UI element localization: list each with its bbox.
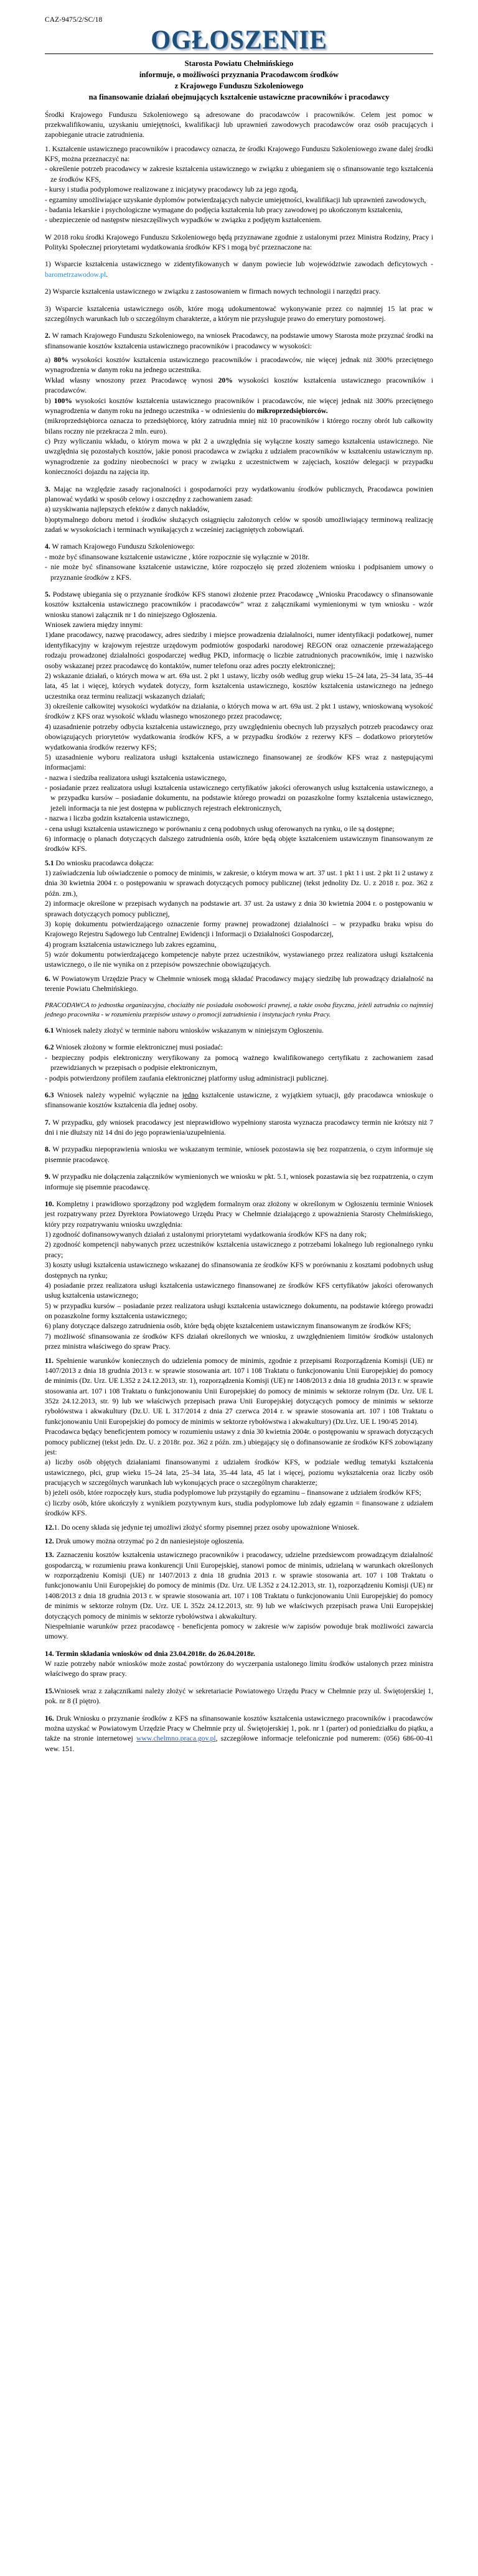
section-5-sub-item-1: - nazwa i siedziba realizatora usługi kształcenia ustawicznego, <box>45 773 227 782</box>
section-6-3-prefix: Wniosek należy wypełnić wyłącznie na <box>54 1090 182 1099</box>
section-4-item-1: - może być sfinansowane kształcenie ustawiczne , które rozpocznie się wyłącznie w 2018r. <box>45 552 310 561</box>
item-b-percent: 100% <box>54 396 72 405</box>
section-11-item-2: a) liczby osób objętych działaniami finansowanymi z udziałem środków KFS, w podziale według tematyki kształcenia ustawicznego, płci, grup wieku 15–24 lata, 25–34 lata, 35–44 lata, 45 lat i więcej, poziomu wykształcenia oraz liczby osób pracujących w szczególnych warunkach lub wykonujących prace o szczególnym charakterze; <box>45 1458 433 1487</box>
item-b-text: wysokości kosztów kształcenia ustawicznego pracowników i pracodawców, nie więcej jednak niż 300% przeciętnego wynagrodzenia w danym roku na jednego uczestnika - w odniesieniu do <box>45 396 433 415</box>
section-6-text: W Powiatowym Urzędzie Pracy w Chełmnie wniosek mogą składać Pracodawcy mający siedzibę lub prowadzący działalność na terenie Powiatu Chełmińskiego. <box>45 974 433 993</box>
section-10-item-4: 4) posiadanie przez realizatora usługi kształcenia ustawicznego finansowanej ze środków KFS certyfikatów jakości oferowanych usług kształcenia ustawicznego; <box>45 1281 433 1300</box>
section-14-heading <box>45 1649 433 1659</box>
section-6-3 <box>45 1090 433 1111</box>
section-5-number: 5. <box>45 590 50 598</box>
section-11-number: 11. <box>45 1356 54 1365</box>
subtitle-line-2: informuje, o możliwości przyznania Pracodawcom środków <box>139 70 339 79</box>
section-6-2-item-2: - podpis potwierdzony profilem zaufania elektronicznej platformy usług administracji publicznej. <box>45 1074 329 1082</box>
section-12-2-heading <box>45 1537 433 1546</box>
subtitle-block <box>45 58 433 103</box>
section-6-2-number: 6.2 <box>45 1043 54 1052</box>
section-6-2 <box>45 1043 433 1053</box>
item-a-percent: 80% <box>54 356 68 365</box>
section-8-heading <box>45 1145 433 1165</box>
section-5-text: Podstawę ubiegania się o przyznanie środków KFS stanowi złożenie przez Pracodawcę „Wniosku Pracodawcy o sfinansowanie kosztów kształcenia ustawicznego pracowników i pracodawców” wraz z załącznikami wymienionymi w tym wniosku - wzór wniosku stanowi załącznik nr 1 do niniejszego Ogłoszenia. <box>45 590 433 619</box>
section-7-number: 7. <box>45 1118 50 1127</box>
section-10-item-5: 5) w przypadku kursów – posiadanie przez realizatora usługi kształcenia ustawicznego dokumentu, na podstawie którego prowadzi on pozaszkolne formy kształcenia ustawicznego; <box>45 1301 433 1321</box>
section-4-heading <box>45 542 433 552</box>
section-6-1-number: 6.1 <box>45 1026 54 1035</box>
section-16-suffix: , szczegółowe informacje telefonicznie pod numerem: (056) 686-00-41 wew. 151. <box>45 1734 433 1753</box>
section-11-item-4: c) liczby osób, które ukończyły z wynikiem pozytywnym kurs, studia podyplomowe lub zdały egzamin = finansowane z udziałem środków KFS. <box>45 1499 433 1518</box>
section-5-1-item-1: 1) zaświadczenia lub oświadczenie o pomocy de minimis, w zakresie, o którym mowa w art. 37 ust. 1 pkt 1 i ust. 2 pkt 1i 2 ustawy z dnia 30 kwietnia 2004 r. o postępowaniu w sprawach dotyczących pomocy publicznej (tekst jednolity Dz. U. z 2018 r. poz. 362 z późn. zm.), <box>45 869 433 898</box>
priority-item-3: 3) Wsparcie kształcenia ustawicznego osób, które mogą udokumentować wykonywanie przez co najmniej 15 lat prac w szczególnych warunkach lub o szczególnym charakterze, a którym nie przysługuje prawo do emerytury pomostowej. <box>45 304 433 323</box>
section-6-3-suffix: kształcenie ustawiczne, z wyjątkiem sytuacji, gdy pracodawca wnioskuje o sfinansowanie kosztów kształcenia dla jednej osoby. <box>45 1090 434 1110</box>
section-2-text: W ramach Krajowego Funduszu Szkoleniowego, na wniosek Pracodawcy, na podstawie umowy Starosta może przyznać środki na sfinansowanie kosztów kształcenia ustawicznego pracowników i pracodawcy w wysokości: <box>45 332 433 350</box>
section-1-item-1: - określenie potrzeb pracodawcy w zakresie kształcenia ustawicznego w związku z ubieganiem się o sfinansowanie tego kształcenia ze środków KFS, <box>45 165 433 184</box>
section-2-number: 2. <box>45 332 50 340</box>
section-16-heading <box>45 1714 433 1755</box>
section-1-item-2: - kursy i studia podyplomowe realizowane z inicjatywy pracodawcy lub za jego zgodą, <box>45 185 298 194</box>
priority-item-2: 2) Wsparcie kształcenia ustawicznego w związku z zastosowaniem w firmach nowych technologii i narzędzi pracy. <box>45 287 381 296</box>
section-5-1-item-5: 5) wzór dokumentu potwierdzającego kompetencje nabyte przez uczestników, wystawianego przez realizatora usługi kształcenia ustawicznego, o ile nie wynika on z przepisów powszechnie obowiązujących. <box>45 951 433 969</box>
section-11-item-3: b) jeżeli osób, które rozpoczęły kurs, studia podyplomowe lub przystąpiły do egzaminu – finansowane z udziałem środków KFS; <box>45 1489 421 1497</box>
section-12-2-number: 12. <box>45 1537 54 1545</box>
section-1-heading: 1. Kształcenie ustawicznego pracowników i pracodawcy oznacza, że środki Krajowego Funduszu Szkoleniowego zwane dalej środki KFS, można przeznaczyć na: <box>45 144 433 164</box>
section-7-heading <box>45 1118 433 1138</box>
section-2-item-c: c) Przy wyliczaniu wkładu, o którym mowa w pkt 2 a uwzględnia się wyłączne koszty samego kształcenia ustawicznego. Nie uwzględnia się pozostałych kosztów, jakie ponosi pracodawca w związku z udziałem pracowników w kształceniu ustawicznym np. wynagrodzenie za godziny nieobecności w pracy w związku z uczestnictwem w zajęciach, kosztów delegacji w przypadku konieczności dojazdu na zajęcia itp. <box>45 437 433 477</box>
section-5-item-6: 6) informację o planach dotyczących dalszego zatrudnienia osób, które będą objęte kształceniem ustawicznym finansowanym ze środków KFS. <box>45 834 433 853</box>
section-6-2-text: Wniosek złożony w formie elektronicznej musi posiadać: <box>54 1043 223 1052</box>
section-10-text: Kompletny i prawidłowo sporządzony pod względem formalnym oraz złożony w określonym w Ogłoszeniu terminie Wniosek jest rozpatrywany przez Dyrektora Powiatowego Urzędu Pracy w Chełmnie działającego z upoważnienia Starosty Chełmińskiego, który przy rozpatrywaniu wniosku uwzględnia: <box>45 1199 433 1229</box>
priority-item-1 <box>45 259 433 280</box>
subtitle-line-1: Starosta Powiatu Chełmińskiego <box>184 59 294 68</box>
section-15-heading <box>45 1686 433 1707</box>
subtitle-line-4: na finansowanie działań obejmujących kształcenie ustawiczne pracowników i pracodawcy <box>88 92 390 101</box>
section-5-1-item-2: 2) informacje określone w przepisach wydanych na podstawie art. 37 ust. 2a ustawy z dnia 30 kwietnia 2004 r. o postępowaniu w sprawach dotyczących pomocy publicznej, <box>45 900 433 918</box>
section-10-item-1: 1) zgodność dofinansowywanych działań z ustalonymi priorytetami wydatkowania środków KFS na dany rok; <box>45 1230 367 1239</box>
section-12-2-text: Druk umowy można otrzymać po 2 dn naniesiejstoje ogłoszenia. <box>54 1537 245 1545</box>
section-13-note: Niespełnianie warunków przez pracodawcę - beneficjenta pomocy w zakresie w/w zapisów powoduje brak możliwości zawarcia umowy. <box>45 1622 433 1641</box>
section-6-3-number: 6.3 <box>45 1090 54 1099</box>
section-6-2-item-1: - bezpieczny podpis elektroniczny weryfikowany za pomocą ważnego kwalifikowanego certyfikatu z zachowaniem zasad przewidzianych w przepisach o podpisie elektronicznym, <box>45 1053 433 1072</box>
section-5-heading <box>45 590 433 620</box>
section-12-1-heading <box>45 1523 433 1533</box>
section-5-sub-item-3: - nazwa i liczba godzin kształcenia ustawicznego, <box>45 814 190 823</box>
section-3-heading <box>45 485 433 505</box>
section-6-employer-definition: PRACODAWCA to jednostka organizacyjna, chociażby nie posiadała osobowości prawnej, a także osoba fizyczna, jeżeli zatrudnia co najmniej jednego pracownika - w rozumieniu przepisów ustawy o promocji zatrudnienia i instytucjach rynku Pracy. <box>45 1002 433 1018</box>
section-14-body: W razie potrzeby nabór wniosków może zostać powtórzony do wyczerpania ustalonego limitu środków ustalonych przez ministra właściwego do spraw pracy. <box>45 1660 433 1678</box>
section-13-number: 13. <box>45 1551 54 1560</box>
application-deadline: 14. Termin składania wniosków od dnia 23.04.2018r. do 26.04.2018r. <box>45 1649 255 1658</box>
section-5-1-heading <box>45 858 433 868</box>
own-contribution-percent: 20% <box>218 376 233 384</box>
section-11-text: Spełnienie warunków koniecznych do udzielenia pomocy de minimis, zgodnie z przepisami Rozporządzenia Komisji (UE) nr 1407/2013 z dnia 18 grudnia 2013 r. w sprawie stosowania art. 107 i 108 Traktatu o funkcjonowaniu Unii Europejskiej do pomocy de minimis (Dz. Urz. UE L352 z 24.12.2013, str. 1), rozporządzenia Komisji (UE) nr 1408/2013 z dnia 18 grudnia 2013 r. w sprawie stosowania art. 107 i 108 Traktatu o funkcjonowaniu Unii Europejskiej do pomocy de minimis w sektorze rolnym (Dz. Urz. UE L 352z 24.12.2013, str. 9) lub we właściwych przepisach prawa Unii Europejskiej dotyczących pomocy de minimis w sektorze rybołówstwa i akwakultury (Dz.U. UE L 317/2014 z dnia 27 czerwca 2014 r. w sprawie stosowania art. 107 i 108 Traktatu o funkcjonowaniu Unii Europejskiej do pomocy de minimis w sektorze rybołówstwa i akwakultury) (Dz.Urz. UE L 190/45 2014). <box>45 1356 433 1426</box>
section-5-item-3: 3) określenie całkowitej wysokości wydatków na działania, o których mowa w art. 69a ust. 2 pkt 1 ustawy, wnioskowaną wysokość środków z KFS oraz wysokość wkładu własnego wnoszonego przez pracodawcę; <box>45 702 433 721</box>
section-2-item-a-extra <box>45 376 433 396</box>
page-title: OGŁOSZENIE <box>151 24 327 55</box>
section-5-sub-item-2: - posiadanie przez realizatora usługi kształcenia ustawicznego certyfikatów jakości oferowanych usług kształcenia ustawicznego, a w przypadku kursów – posiadanie dokumentu, na podstawie którego prowadzi on pozaszkolne formy kształcenia ustawicznego, jeżeli informacja ta nie jest dostępna w publicznych rejestrach elektronicznych, <box>45 784 433 812</box>
section-2-item-a <box>45 355 433 376</box>
section-5-1-number: 5.1 <box>45 858 54 867</box>
priority-1-text: 1) Wsparcie kształcenia ustawicznego w zidentyfikowanych w danym powiecie lub województwie zawodach deficytowych - <box>45 260 433 269</box>
section-8-number: 8. <box>45 1145 50 1154</box>
section-10-item-3: 3) koszty usługi kształcenia ustawicznego wskazanej do sfinansowania ze środków KFS w porównaniu z kosztami podobnych usług dostępnych na rynku; <box>45 1261 433 1280</box>
section-5-1-text: Do wniosku pracodawca dołącza: <box>54 858 154 867</box>
section-12-1-number: 12. <box>45 1523 54 1532</box>
section-5-item-5: 5) uzasadnienie wyboru realizatora usługi kształcenia ustawicznego finansowanej ze środków KFS wraz z następującymi informacjami: <box>45 753 433 772</box>
section-2-heading <box>45 331 433 351</box>
section-5-contains-label: Wniosek zawiera między innymi: <box>45 621 143 630</box>
section-13-text: Zaznaczeniu kosztów kształcenia ustawicznego pracowników i pracodawcy, udzielne przedsiewcom prowadzącym działalność gospodarczą, w rozumieniu prawa konkurencji Unii Europejskiej, stanowi pomoc de minimis, udzielaną w warunkach określonych w rozporządzeniu Komisji (UE) nr 1407/2013 z dnia 18 grudnia 2013 r. w sprawie stosowania art. 107 i 108 Traktatu o funkcjonowaniu Unii Europejskiej do pomocy de minimis (Dz. Urz. UE L352 z 24.12.2013, str. 1), rozporządzeniu Komisji (UE) nr 1408/2013 z dnia 18 grudnia 2013 r. w sprawie stosowania art. 107 i 108 Traktatu o funkcjonowaniu Unii Europejskiej do pomocy de minimis w sektorze rolnym (Dz. Urz. UE L 352z 24.12.2013, str. 9) lub we właściwych przepisach prawa Unii Europejskiej dotyczących pomocy de minimis w sektorze rybołówstwa i akwakultury. <box>45 1551 433 1620</box>
section-12-1-text: 1. Do oceny składa się jedynie tej umożliwi złożyć sformy pisemnej przez osoby upoważnione Wniosek. <box>54 1523 360 1532</box>
section-1-item-3: - egzaminy umożliwiające uzyskanie dyplomów potwierdzających nabycie umiejętności, kwalifikacji lub uprawnień zawodowych, <box>45 195 426 204</box>
section-6-number: 6. <box>45 974 50 983</box>
section-5-1-item-4: 4) program kształcenia ustawicznego lub zakres egzaminu, <box>45 940 217 949</box>
title-block <box>45 25 433 53</box>
section-1-item-5: - ubezpieczenie od następstw nieszczęśliwych wypadków w związku z podjętym kształceniem. <box>45 216 322 225</box>
section-10-item-2: 2) zgodność kompetencji nabywanych przez uczestników kształcenia ustawicznego z potrzebami lokalnego lub regionalnego rynku pracy; <box>45 1240 433 1259</box>
section-2-microenterprise-note: (mikroprzedsiębiorca oznacza to przedsiębiorcę, który zatrudnia mniej niż 10 pracowników i którego roczny obrót lub całkowity bilans roczny nie przekracza 2 mln. euro). <box>45 417 433 435</box>
section-15-number: 15. <box>45 1686 54 1695</box>
own-contribution-text: wysokości kosztów kształcenia ustawicznego pracowników i pracodawców. <box>45 376 433 395</box>
section-5-sub-item-4: - cena usługi kształcenia ustawicznego w porównaniu z ceną podobnych usług oferowanych na rynku, o ile są dostępne; <box>45 824 395 833</box>
document-reference-number: CAZ-9475/2/SC/18 <box>45 16 103 24</box>
section-16-number: 16. <box>45 1714 54 1723</box>
priorities-intro: W 2018 roku środki Krajowego Funduszu Szkoleniowego będą przyznawane zgodnie z ustalonymi przez Ministra Rodziny, Pracy i Polityki Społecznej priorytetami wydatkowania środków KFS i mogą być przeznaczone na: <box>45 233 433 252</box>
section-16-prefix: Druk Wniosku o przyznanie środków z KFS na sfinansowanie kosztów kształcenia ustawicznego pracowników i pracodawców można uzyskać w Powiatowym Urzędzie Pracy w Chełmnie przy ul. Świętojerskiej 1, pok. nr 1 (parter) od poniedziałku do piątku, a także na stronie internetowej <box>45 1714 433 1743</box>
section-11-heading <box>45 1356 433 1428</box>
section-8-text: W przypadku niepoprawienia wniosku we wskazanym terminie, wniosek pozostawia się bez rozpatrzenia, o czym informuje się pisemnie pracodawcę. <box>45 1145 433 1164</box>
section-4-number: 4. <box>45 542 50 551</box>
chelmno-praca-gov-pl-link[interactable]: www.chelmno.praca.gov.pl <box>136 1734 216 1743</box>
section-3-text: Mając na względzie zasady racjonalności i gospodarności przy wydatkowaniu środków publicznych, Pracodawca powinien planować wydatki w sposób celowy i oszczędny z zachowaniem zasad: <box>45 485 433 503</box>
section-10-item-6: 6) plany dotyczące dalszego zatrudnienia osób, które będą objęte kształceniem ustawicznym finansowanym ze środków KFS; <box>45 1322 411 1331</box>
own-contribution-prefix: Wkład własny wnoszony przez Pracodawcę wynosi <box>45 376 218 384</box>
section-15-text: Wniosek wraz z załącznikami należy złożyć w sekretariacie Powiatowego Urzędu Pracy w Chełmnie przy ul. Świętojerskiej 1, pok. nr 8 (I piętro). <box>45 1686 433 1706</box>
item-b-microenterprise: mikroprzedsiębiorców. <box>256 406 328 415</box>
section-5-item-2: 2) wskazanie działań, o których mowa w art. 69a ust. 2 pkt 1 ustawy, liczby osób według grup wieku 15–24 lata, 25–34 lata, 35–44 lata, 45 lat i więcej, których wydatek dotyczy, form kształcenia ustawicznego, kosztów kształcenia ustawicznego na jednego uczestnika oraz terminu realizacji wskazanych działań; <box>45 671 433 700</box>
section-10-heading <box>45 1199 433 1230</box>
item-b-prefix: b) <box>45 396 54 405</box>
section-3-item-a: a) uzyskiwania najlepszych efektów z danych nakładów, <box>45 505 210 514</box>
section-4-text: W ramach Krajowego Funduszu Szkoleniowego: <box>50 542 195 551</box>
section-11-item-1: Pracodawca będący beneficjentem pomocy w rozumieniu ustawy z dnia 30 kwietnia 2004r. o postępowaniu w sprawach dotyczących pomocy publicznej (tekst jedn. Dz. U. z 2018r. poz. 362 z późn. zm.) ubiegający się o dofinansowanie ze środków KFS zobowiązany jest: <box>45 1428 433 1456</box>
section-5-1-item-3: 3) kopię dokumentu potwierdzającego oznaczenie formy prawnej prowadzonej działalności – w przypadku braku wpisu do Krajowego Rejestru Sądowego lub Centralnej Ewidencji i Informacji o Działalności Gospodarczej, <box>45 919 433 939</box>
section-6-1-text: Wniosek należy złożyć w terminie naboru wniosków wskazanym w niniejszym Ogłoszeniu. <box>54 1026 324 1035</box>
section-6-1 <box>45 1026 433 1036</box>
section-10-item-7: 7) możliwość sfinansowania ze środków KFS działań określonych we wniosku, z uwzględnieniem limitów środków ustalonych przez ministra właściwego do spraw Pracy. <box>45 1332 433 1351</box>
item-a-text: wysokości kosztów kształcenia ustawicznego pracowników i pracodawców, nie więcej jednak niż 300% przeciętnego wynagrodzenia w danym roku na jednego uczestnika. <box>45 356 433 374</box>
section-9-heading <box>45 1172 433 1193</box>
section-9-number: 9. <box>45 1173 50 1181</box>
section-10-number: 10. <box>45 1199 54 1208</box>
section-5-item-1: 1)dane pracodawcy, nazwę pracodawcy, adres siedziby i miejsce prowadzenia działalności, numer identyfikacji podatkowej, numer identyfikacyjny w krajowym rejestrze urzędowym podmiotów gospodarki narodowej REGON oraz oznaczenie przeważającego rodzaju prowadzonej działalności gospodarczej według PKD, informację o liczbie zatrudnionych pracowników, imię i nazwisko osoby wskazanej przez pracodawcę do kontaktów, numer telefonu oraz adres poczty elektronicznej; <box>45 631 433 670</box>
section-6-3-underline: jedno <box>182 1090 199 1099</box>
item-a-prefix: a) <box>45 356 54 365</box>
section-5-item-4: 4) uzasadnienie potrzeby odbycia kształcenia ustawicznego, przy uwzględnieniu obecnych lub przyszłych potrzeb pracodawcy oraz obowiązujących priorytetów wydatkowania środków KFS, a w przypadku środków z rezerwy KFS – dodatkowo priorytetów wydatkowania środków rezerwy KFS; <box>45 722 433 751</box>
section-3-number: 3. <box>45 485 50 493</box>
intro-paragraph: Środki Krajowego Funduszu Szkoleniowego są adresowane do pracodawców i pracowników. Celem jest pomoc w przekwalifikowaniu, uzyskaniu umiejętności, kwalifikacji lub uprawnień zawodowych pracodawców oraz osób pracujących i zapobieganie utracie zatrudnienia. <box>45 110 433 139</box>
barometrzawodow-link[interactable]: barometrzawodow.pl <box>45 270 106 279</box>
section-1-item-4: - badania lekarskie i psychologiczne wymagane do podjęcia kształcenia lub pracy zawodowej po ukończonym kształceniu, <box>45 205 403 214</box>
section-6-heading <box>45 974 433 995</box>
subtitle-line-3: z Krajowego Funduszu Szkoleniowego <box>174 81 304 90</box>
section-4-item-2: - nie może być sfinansowane kształcenie ustawiczne, które rozpoczęło się przed złożeniem wniosku i podpisaniem umowy o przyznanie środków z KFS. <box>45 563 433 582</box>
section-9-text: W przypadku nie dołączenia załączników wymienionych we wniosku w pkt. 5.1, wniosek pozastawia się bez rozpatrzenia, o czym informuje się pisemnie pracodawcę. <box>45 1173 433 1191</box>
section-3-item-b: b)optymalnego doboru metod i środków służących osiągnięciu założonych celów w sposób umożliwiający terminową realizację zadań w wysokościach i terminach wynikających z wcześniej zaciągniętych zobowiązań. <box>45 515 433 534</box>
section-7-text: W przypadku, gdy wniosek pracodawcy jest nieprawidłowo wypełniony starosta wyznacza pracodawcy termin nie krótszy niż 7 dni i nie dłuższy niż 14 dni do jego poprawienia/uzupełnienia. <box>45 1118 433 1137</box>
priority-1-suffix: . <box>106 270 108 279</box>
section-13-heading <box>45 1550 433 1622</box>
section-2-item-b <box>45 396 433 417</box>
